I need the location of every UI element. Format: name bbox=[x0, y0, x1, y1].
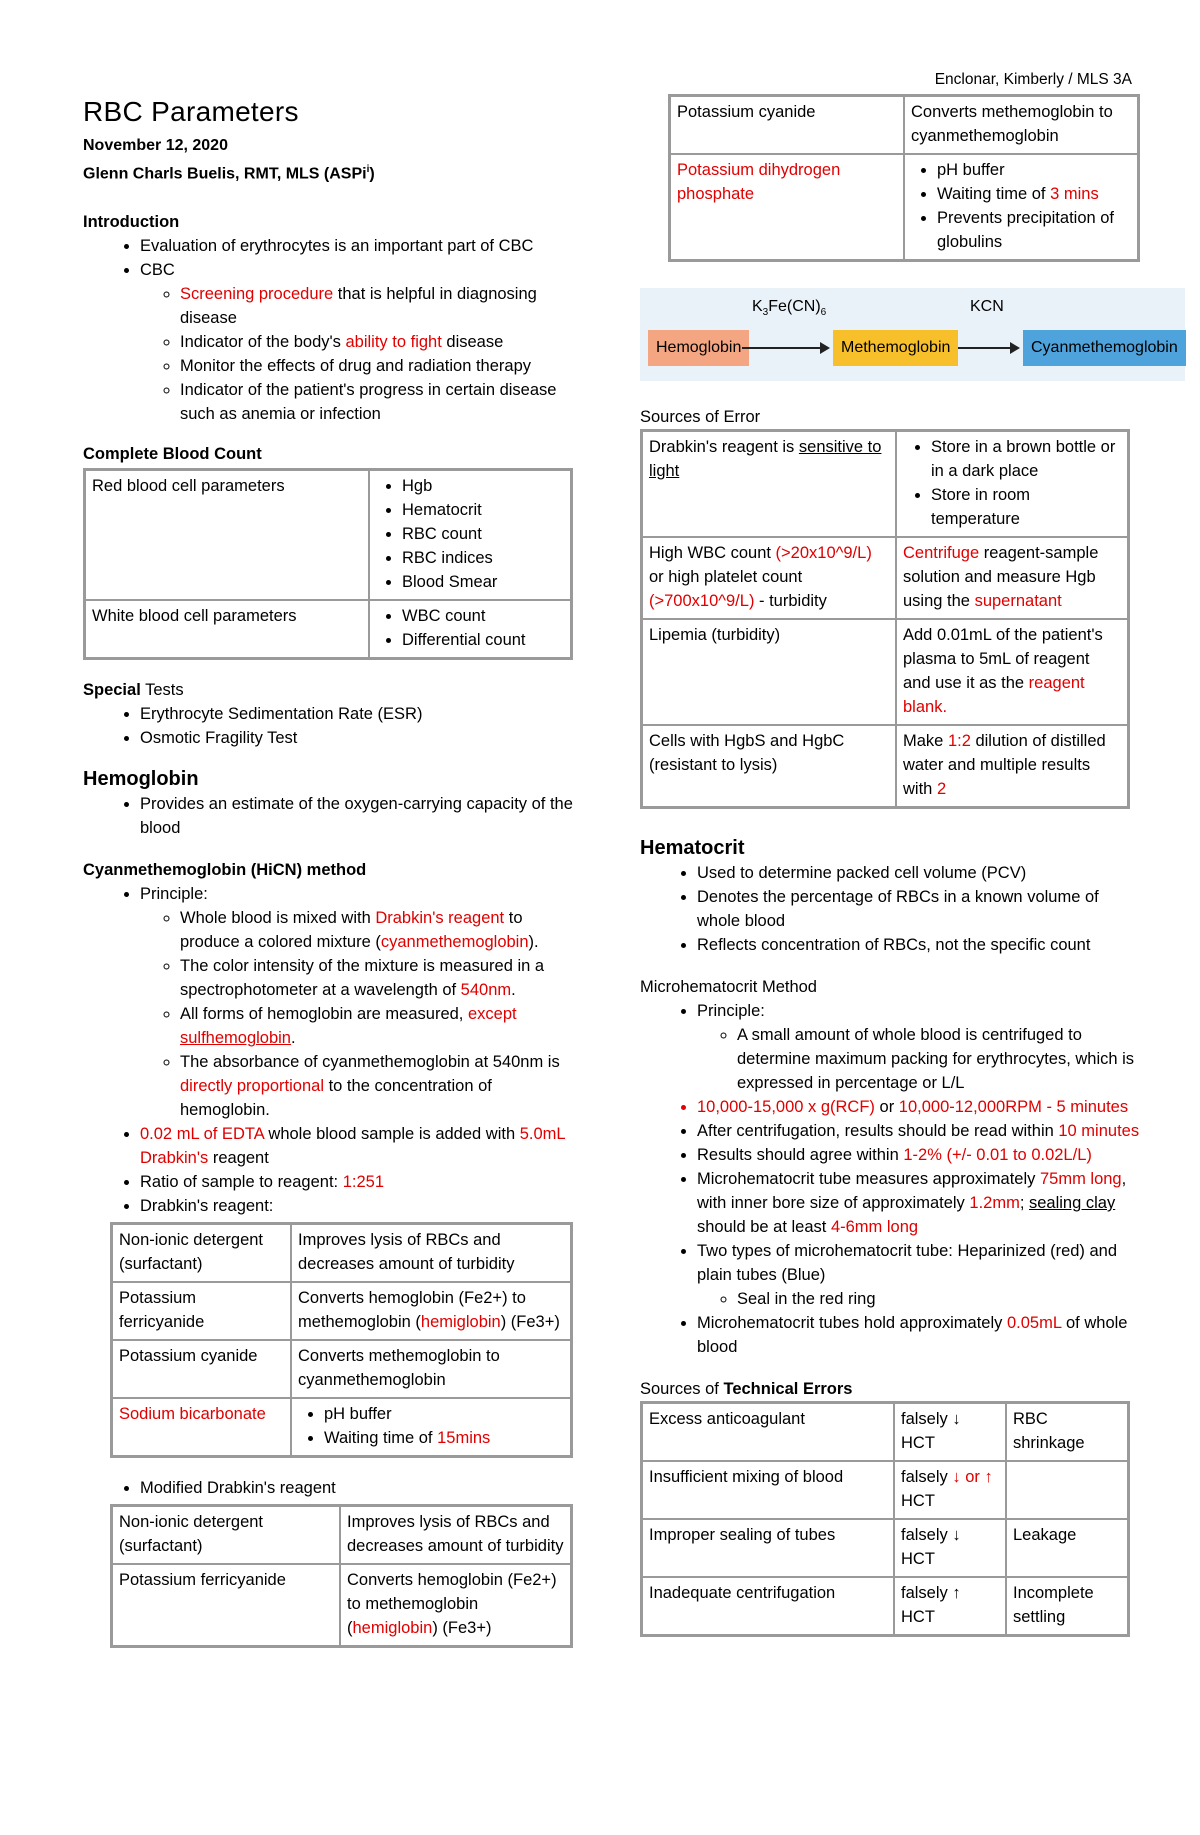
text: falsely ↑ bbox=[901, 1584, 961, 1602]
text: . bbox=[291, 1029, 296, 1048]
table-cell bbox=[896, 537, 1129, 619]
text: Technical Errors bbox=[723, 1380, 853, 1398]
lecturer bbox=[83, 158, 573, 186]
table-cell: Improves lysis of RBCs and decreases amount of turbidity bbox=[291, 1224, 572, 1283]
text: Ratio of sample to reagent: bbox=[140, 1173, 343, 1192]
table-row bbox=[642, 431, 1129, 538]
flow-reagent-1: $K_3Fe(CN)_6$ bbox=[752, 298, 827, 319]
red-text: hemiglobin bbox=[352, 1619, 433, 1638]
list bbox=[903, 435, 1121, 531]
list-item: • RBC indices bbox=[402, 546, 564, 570]
text: falsely ↓ bbox=[901, 1410, 961, 1428]
cbc-subitem: ◦ Monitor the effects of drug and radiation therapy bbox=[180, 354, 573, 378]
text: HCT bbox=[901, 1434, 935, 1452]
table-cell: Potassium ferricyanide bbox=[112, 1564, 341, 1647]
table-row bbox=[112, 1564, 572, 1647]
cbc-subitem bbox=[180, 330, 573, 354]
text: falsely ↓ bbox=[901, 1526, 961, 1544]
text: sensitive to light bbox=[649, 438, 882, 480]
list-item: • Drabkin's reagent: bbox=[140, 1194, 573, 1218]
text: HCT bbox=[901, 1492, 935, 1510]
text: Tests bbox=[140, 681, 184, 700]
cbc-subitem bbox=[180, 282, 573, 330]
table-cell bbox=[340, 1564, 572, 1647]
text: Waiting time of bbox=[937, 185, 1051, 203]
text: All forms of hemoglobin are measured, bbox=[180, 1005, 468, 1024]
red-text: hemiglobin bbox=[420, 1313, 501, 1332]
text: reagent bbox=[208, 1149, 269, 1168]
flow-box-cyanmethemoglobin: Cyanmethemoglobin bbox=[1023, 330, 1186, 366]
lecturer-name: Glenn Charls Buelis, RMT, MLS (ASPi bbox=[83, 165, 367, 183]
red-text: 1-2% (+/- 0.01 to 0.02L/L) bbox=[903, 1146, 1092, 1164]
red-text: ability to fight bbox=[345, 333, 442, 352]
microhematocrit-heading: Microhematocrit Method bbox=[640, 978, 817, 996]
red-text: 1:2 bbox=[947, 732, 971, 750]
errors-heading: Sources of Error bbox=[640, 408, 761, 426]
text: HCT bbox=[901, 1550, 935, 1568]
text: dilution of distilled water and multiple results with bbox=[903, 732, 1106, 798]
list-item bbox=[937, 182, 1131, 206]
cbc-label: CBC bbox=[140, 261, 175, 280]
table-cell: Leakage bbox=[1006, 1519, 1129, 1577]
cbc-subitem: ◦ Indicator of the patient's progress in certain disease such as anemia or infection bbox=[180, 378, 573, 426]
text: that is helpful in diagnosing disease bbox=[180, 285, 537, 328]
text: Special bbox=[83, 681, 141, 700]
table-row bbox=[642, 619, 1129, 725]
red-text: 5.0mL Drabkin's bbox=[140, 1125, 565, 1168]
text: High WBC count bbox=[649, 544, 776, 562]
list-item: • Hematocrit bbox=[402, 498, 564, 522]
flow-reagent-2: KCN bbox=[970, 298, 1004, 315]
red-text: 0.02 mL of EDTA bbox=[140, 1125, 264, 1144]
errors-table bbox=[640, 429, 1130, 809]
list-item: • Denotes the percentage of RBCs in a known volume of whole blood bbox=[697, 885, 1140, 933]
text: ) (Fe3+) bbox=[500, 1313, 560, 1332]
text: of whole blood bbox=[697, 1314, 1128, 1356]
table-row bbox=[642, 1403, 1129, 1462]
principle-sublist bbox=[697, 1023, 1140, 1095]
hicn-reaction-diagram bbox=[640, 288, 1185, 381]
list-item: • Store in room temperature bbox=[931, 483, 1121, 531]
list-item: • Used to determine packed cell volume (PCV) bbox=[697, 861, 1140, 885]
list-item: • Differential count bbox=[402, 628, 564, 652]
list-item: • Erythrocyte Sedimentation Rate (ESR) bbox=[140, 702, 573, 726]
author-line: Enclonar, Kimberly / MLS 3A bbox=[934, 71, 1132, 88]
flow-box-hemoglobin: Hemoglobin bbox=[648, 330, 749, 366]
text: to the concentration of hemoglobin. bbox=[180, 1077, 492, 1120]
drabkin-table-wrap bbox=[110, 1222, 573, 1458]
red-text: 1.2mm bbox=[969, 1194, 1020, 1212]
table-cell: Lipemia (turbidity) bbox=[642, 619, 897, 725]
page-title: RBC Parameters bbox=[83, 96, 299, 127]
text: After centrifugation, results should be read within bbox=[697, 1122, 1059, 1140]
text: Microhematocrit tube measures approximately bbox=[697, 1170, 1040, 1188]
intro-heading: Introduction bbox=[83, 213, 180, 232]
table-cell bbox=[896, 431, 1129, 538]
hicn-list bbox=[83, 882, 573, 1218]
list-item bbox=[140, 1170, 573, 1194]
lecturer-end: ) bbox=[369, 165, 375, 183]
special-list bbox=[83, 702, 573, 750]
text: The absorbance of cyanmethemoglobin at 540nm is bbox=[180, 1053, 560, 1072]
list-item: • pH buffer bbox=[324, 1402, 564, 1426]
table-cell: Non-ionic detergent (surfactant) bbox=[112, 1224, 292, 1283]
red-text: 15mins bbox=[437, 1429, 491, 1448]
red-text: Drabkin's reagent bbox=[375, 909, 505, 928]
text: whole blood sample is added with bbox=[263, 1125, 520, 1144]
list-item: • RBC count bbox=[402, 522, 564, 546]
text: . bbox=[511, 981, 516, 1000]
table-row bbox=[642, 725, 1129, 808]
text: Principle: bbox=[140, 885, 208, 904]
text: Make bbox=[903, 732, 948, 750]
red-text: 1:251 bbox=[342, 1173, 384, 1192]
text: disease bbox=[441, 333, 504, 352]
flow-box-methemoglobin: Methemoglobin bbox=[833, 330, 958, 366]
table-cell bbox=[642, 537, 897, 619]
text: Whole blood is mixed with bbox=[180, 909, 376, 928]
text: Converts hemoglobin (Fe2+) to methemoglobin ( bbox=[347, 1571, 557, 1638]
red-text: directly proportional bbox=[180, 1077, 324, 1096]
table-row bbox=[642, 1577, 1129, 1636]
modified-table-part2 bbox=[668, 94, 1140, 262]
modified-table-cont-wrap bbox=[668, 94, 1140, 262]
table-cell: Incomplete settling bbox=[1006, 1577, 1129, 1636]
list bbox=[911, 158, 1131, 254]
table-cell bbox=[291, 1398, 572, 1457]
cbc-sublist bbox=[140, 282, 573, 426]
text: or high platelet count bbox=[649, 568, 803, 586]
sublist bbox=[697, 1287, 1140, 1311]
list-item: • Modified Drabkin's reagent bbox=[140, 1476, 573, 1500]
text: Indicator of the body's bbox=[180, 333, 346, 352]
list-item: • WBC count bbox=[402, 604, 564, 628]
list-item bbox=[697, 1143, 1140, 1167]
intro-item: • Evaluation of erythrocytes is an important part of CBC bbox=[140, 234, 573, 258]
table-row bbox=[112, 1282, 572, 1340]
table-cell: RBC shrinkage bbox=[1006, 1403, 1129, 1462]
modified-table-part1 bbox=[110, 1504, 573, 1648]
red-text: 0.05mL bbox=[1006, 1314, 1062, 1332]
drabkin-table bbox=[110, 1222, 573, 1458]
list-item: ◦ A small amount of whole blood is centrifuged to determine maximum packing for erythrocytes, which is expressed in percentage or L/L bbox=[737, 1023, 1140, 1095]
table-cell bbox=[894, 1403, 1006, 1462]
table-cell: Excess anticoagulant bbox=[642, 1403, 895, 1462]
list-item: • Hgb bbox=[402, 474, 564, 498]
wbc-params-list bbox=[376, 604, 564, 652]
rbc-params-list bbox=[376, 474, 564, 594]
text: to produce a colored mixture ( bbox=[180, 909, 523, 952]
table-cell: Non-ionic detergent (surfactant) bbox=[112, 1506, 341, 1565]
table-cell bbox=[896, 725, 1129, 808]
table-cell: Insufficient mixing of blood bbox=[642, 1461, 895, 1519]
hgb-list bbox=[83, 792, 573, 840]
table-cell: Potassium ferricyanide bbox=[112, 1282, 292, 1340]
table-row bbox=[112, 1506, 572, 1565]
table-row bbox=[642, 1461, 1129, 1519]
list-item: ◦ Seal in the red ring bbox=[737, 1287, 1140, 1311]
table-cell bbox=[1006, 1461, 1129, 1519]
text: , with inner bore size of approximately bbox=[697, 1170, 1127, 1212]
red-text: 3 mins bbox=[1050, 185, 1099, 203]
principle-item bbox=[697, 999, 1140, 1095]
text: Principle: bbox=[697, 1002, 765, 1020]
flow-arrow bbox=[742, 347, 828, 349]
table-cell: Improves lysis of RBCs and decreases amount of turbidity bbox=[340, 1506, 572, 1565]
technical-errors-heading bbox=[640, 1377, 1140, 1401]
technical-errors-table bbox=[640, 1401, 1130, 1637]
text: Microhematocrit tubes hold approximately bbox=[697, 1314, 1007, 1332]
left-column bbox=[83, 96, 573, 1648]
list-item bbox=[140, 1122, 573, 1170]
list-item bbox=[180, 1002, 573, 1050]
table-cell: Sodium bicarbonate bbox=[112, 1398, 292, 1457]
text: ) (Fe3+) bbox=[432, 1619, 492, 1638]
red-text: except bbox=[467, 1005, 517, 1024]
text: ; bbox=[1019, 1194, 1029, 1212]
table-row bbox=[642, 1519, 1129, 1577]
text: or bbox=[874, 1098, 899, 1116]
list-item bbox=[324, 1426, 564, 1450]
table-row bbox=[85, 600, 572, 659]
list-item: • pH buffer bbox=[937, 158, 1131, 182]
table-cell: Inadequate centrifugation bbox=[642, 1577, 895, 1636]
list-item: • Provides an estimate of the oxygen-carrying capacity of the blood bbox=[140, 792, 573, 840]
hct-list bbox=[640, 861, 1140, 957]
table-row bbox=[85, 470, 572, 601]
right-column bbox=[640, 94, 1178, 1637]
table-cell: Red blood cell parameters bbox=[85, 470, 370, 601]
modified-table-wrap bbox=[110, 1504, 573, 1648]
table-row bbox=[112, 1398, 572, 1457]
red-text: 540nm bbox=[460, 981, 512, 1000]
text: Drabkin's reagent is bbox=[649, 438, 799, 456]
table-row bbox=[670, 96, 1139, 155]
table-cell bbox=[369, 470, 572, 601]
red-text: reagent blank. bbox=[903, 674, 1085, 716]
lecturer-sup: i bbox=[366, 164, 370, 175]
red-text: 10 minutes bbox=[1058, 1122, 1140, 1140]
table-cell bbox=[291, 1282, 572, 1340]
red-text: 10,000-12,000RPM - 5 minutes bbox=[898, 1098, 1129, 1116]
table-row bbox=[642, 537, 1129, 619]
red-text: ↓ or ↑ bbox=[952, 1468, 993, 1486]
cbc-heading: Complete Blood Count bbox=[83, 445, 262, 464]
table-cell bbox=[642, 431, 897, 538]
intro-list bbox=[83, 234, 573, 426]
list-item bbox=[697, 1311, 1140, 1359]
table-cell: Potassium cyanide bbox=[670, 96, 905, 155]
table-cell: Converts methemoglobin to cyanmethemoglobin bbox=[904, 96, 1139, 155]
red-text: 2 bbox=[936, 780, 947, 798]
hicn-heading: Cyanmethemoglobin (HiCN) method bbox=[83, 861, 367, 880]
red-text: sulfhemoglobin bbox=[180, 1029, 291, 1048]
table-cell bbox=[896, 619, 1129, 725]
micro-list bbox=[640, 999, 1140, 1359]
principle-sublist bbox=[140, 906, 573, 1122]
list-item bbox=[180, 1050, 573, 1122]
red-text: 75mm long bbox=[1039, 1170, 1122, 1188]
text: Sources of bbox=[640, 1380, 724, 1398]
table-row bbox=[112, 1340, 572, 1398]
list-item: • Osmotic Fragility Test bbox=[140, 726, 573, 750]
red-text: 4-6mm long bbox=[830, 1218, 919, 1236]
list bbox=[298, 1402, 564, 1450]
hemoglobin-heading: Hemoglobin bbox=[83, 768, 199, 791]
lecture-date: November 12, 2020 bbox=[83, 137, 228, 154]
text: should be at least bbox=[697, 1218, 831, 1236]
table-row bbox=[670, 154, 1139, 261]
text: Add 0.01mL of the patient's plasma to 5mL of reagent and use it as the bbox=[903, 626, 1103, 692]
table-cell: Converts methemoglobin to cyanmethemoglobin bbox=[291, 1340, 572, 1398]
red-text: 10,000-15,000 x g(RCF) bbox=[697, 1098, 875, 1116]
table-cell: White blood cell parameters bbox=[85, 600, 370, 659]
text: Two types of microhematocrit tube: Heparinized (red) and plain tubes (Blue) bbox=[697, 1242, 1118, 1284]
text: falsely bbox=[901, 1468, 953, 1486]
special-heading bbox=[83, 678, 573, 702]
table-cell bbox=[904, 154, 1139, 261]
modified-list bbox=[83, 1476, 573, 1500]
table-row bbox=[112, 1224, 572, 1283]
list-item: • Blood Smear bbox=[402, 570, 564, 594]
list-item bbox=[697, 1095, 1140, 1119]
list-item bbox=[697, 1167, 1140, 1239]
table-cell: Improper sealing of tubes bbox=[642, 1519, 895, 1577]
text: sealing clay bbox=[1029, 1194, 1116, 1212]
red-text: (>700x10^9/L) bbox=[649, 592, 755, 610]
text: Results should agree within bbox=[697, 1146, 904, 1164]
list-item bbox=[180, 906, 573, 954]
red-text: supernatant bbox=[974, 592, 1062, 610]
list-item: • Store in a brown bottle or in a dark place bbox=[931, 435, 1121, 483]
table-cell: Potassium cyanide bbox=[112, 1340, 292, 1398]
cbc-table bbox=[83, 468, 573, 660]
table-cell: Potassium dihydrogen phosphate bbox=[670, 154, 905, 261]
text: ). bbox=[528, 933, 539, 952]
hematocrit-heading: Hematocrit bbox=[640, 837, 745, 859]
table-cell bbox=[369, 600, 572, 659]
text: Waiting time of bbox=[324, 1429, 438, 1448]
text: reagent-sample solution and measure Hgb using the bbox=[903, 544, 1099, 610]
table-cell: Cells with HgbS and HgbC (resistant to lysis) bbox=[642, 725, 897, 808]
text: Converts hemoglobin (Fe2+) to methemoglobin ( bbox=[298, 1289, 526, 1332]
red-text: cyanmethemoglobin bbox=[380, 933, 529, 952]
red-text: (>20x10^9/L) bbox=[775, 544, 872, 562]
text: - turbidity bbox=[754, 592, 827, 610]
text: HCT bbox=[901, 1608, 935, 1626]
intro-item-cbc bbox=[140, 258, 573, 426]
list-item bbox=[697, 1119, 1140, 1143]
principle-item bbox=[140, 882, 573, 1122]
list-item bbox=[180, 954, 573, 1002]
list-item: • Prevents precipitation of globulins bbox=[937, 206, 1131, 254]
flow-arrow bbox=[958, 347, 1018, 349]
table-cell bbox=[894, 1519, 1006, 1577]
red-text: Centrifuge bbox=[903, 544, 980, 562]
table-cell bbox=[894, 1577, 1006, 1636]
table-cell bbox=[894, 1461, 1006, 1519]
text: The color intensity of the mixture is measured in a spectrophotometer at a wavelength of bbox=[180, 957, 545, 1000]
list-item: • Reflects concentration of RBCs, not the specific count bbox=[697, 933, 1140, 957]
red-text: Screening procedure bbox=[180, 285, 334, 304]
list-item bbox=[697, 1239, 1140, 1311]
